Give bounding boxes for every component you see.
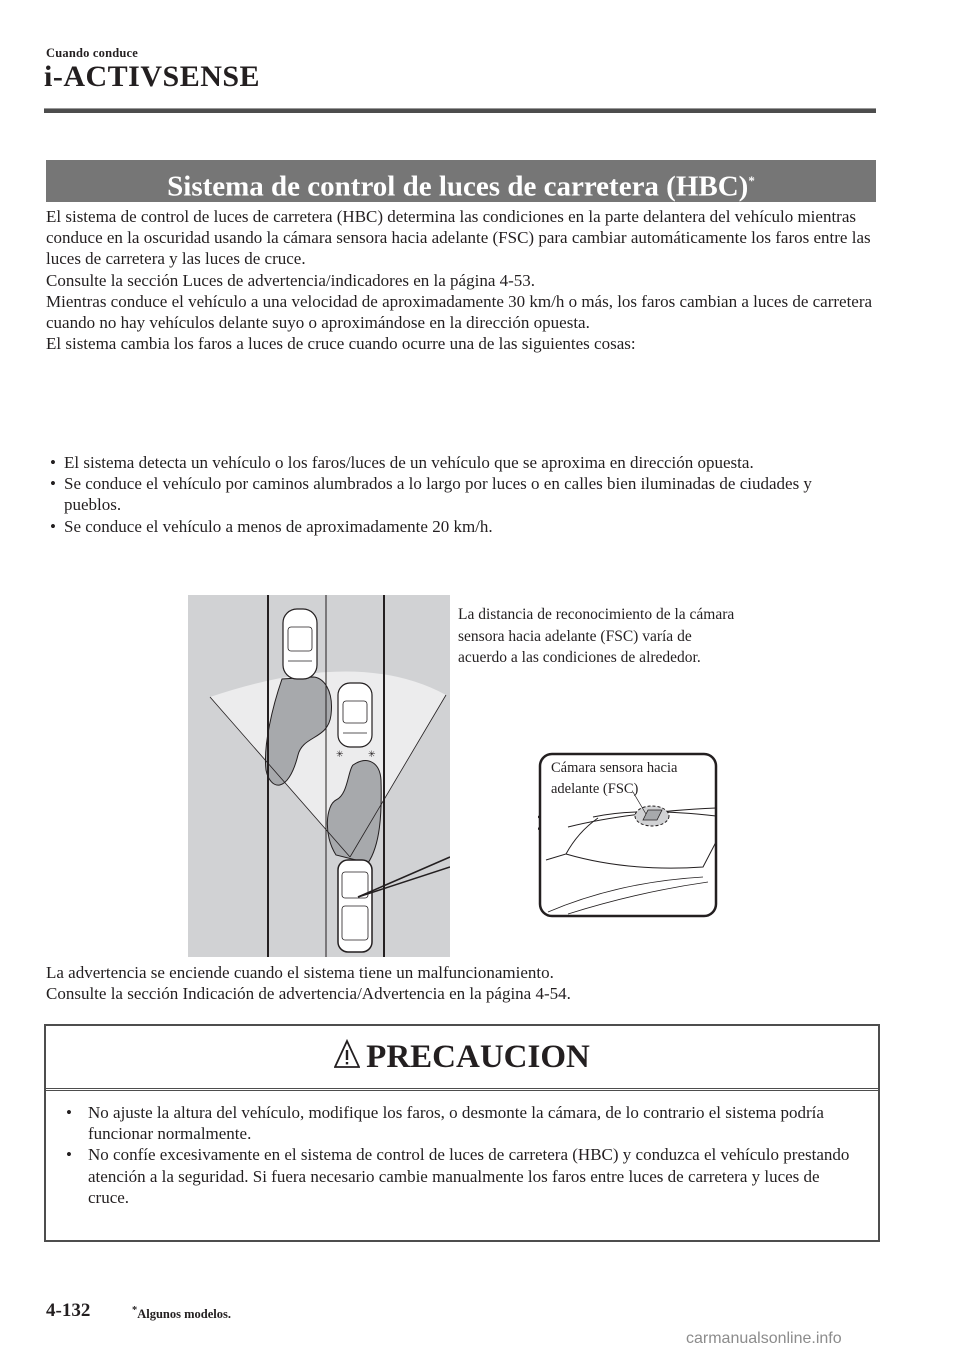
bullet-icon: • [66, 1145, 72, 1165]
list-item: • Se conduce el vehículo a menos de aproximadamente 20 km/h. [50, 516, 493, 536]
section-title-bar [46, 160, 876, 202]
warning-triangle-icon [334, 1028, 360, 1090]
caution-title: PRECAUCION [366, 1039, 590, 1075]
callout-label: Cámara sensora hacia adelante (FSC) [551, 760, 678, 797]
bullet-icon: • [50, 474, 56, 494]
section-label: Cuando conduce [46, 46, 139, 60]
title-footnote-marker: * [748, 173, 755, 188]
caution-box [44, 1024, 880, 1242]
paragraph-conditions: El sistema cambia los faros a luces de cruce cuando ocurre una de las siguientes cosas: [46, 334, 636, 354]
figure-caption: La distancia de reconocimiento de la cámara sensora hacia adelante (FSC) varía de acuerdo a las condiciones de alrededor. [458, 606, 735, 666]
list-item: • El sistema detecta un vehículo o los faros/luces de un vehículo que se aproxima en dirección opuesta. [50, 453, 754, 472]
paragraph-malfunction: La advertencia se enciende cuando el sistema tiene un malfuncionamiento. [46, 963, 554, 982]
paragraph-speed: Mientras conduce el vehículo a una velocidad de aproximadamente 30 km/h o más, los faros cambian a luces de carretera cuando no hay vehículos delante suyo o aproximándose en la dirección opuesta. [46, 291, 873, 333]
paragraph-warning-reference: Consulte la sección Indicación de advertencia/Advertencia en la página 4-54. [46, 984, 571, 1004]
paragraph-intro: El sistema de control de luces de carretera (HBC) determina las condiciones en la parte delantera del vehículo mientras conduce en la oscuridad usando la cámara sensora hacia adelante (FSC) para cambiar automáticamente los faros entre las luces de carretera y las luces de cruce. [46, 207, 871, 269]
road-diagram [188, 595, 450, 957]
list-item: • No confíe excesivamente en el sistema de control de luces de carretera (HBC) y conduzca el vehículo prestando atención a la seguridad. Si fuera necesario cambie manualmente los faros entre luces de carretera y luces de cruce. [66, 1145, 850, 1207]
svg-text:✳: ✳ [368, 749, 376, 759]
paragraph-reference: Consulte la sección Luces de advertencia/indicadores en la página 4-53. [46, 270, 536, 290]
list-item: • Se conduce el vehículo por caminos alumbrados a lo largo por luces o en calles bien iluminadas de ciudades y pueblos. [50, 474, 812, 515]
svg-text:✳: ✳ [336, 749, 344, 759]
footnote: *Algunos modelos. [132, 1305, 231, 1322]
warning-text [46, 962, 882, 1004]
body-text [46, 206, 882, 354]
bullet-icon: • [50, 516, 56, 536]
header-rule [44, 108, 876, 113]
condition-list [50, 452, 870, 537]
chapter-title: i-ACTIVSENSE [44, 60, 261, 93]
watermark: carmanualsonline.info [686, 1330, 842, 1347]
caution-header [46, 1026, 878, 1091]
oncoming-car-icon [283, 609, 317, 679]
section-title: Sistema de control de luces de carretera (HBC) [167, 170, 749, 203]
list-item: • No ajuste la altura del vehículo, modifique los faros, o desmonte la cámara, de lo contrario el sistema podría funcionar normalmente. [66, 1103, 824, 1144]
caution-list [60, 1102, 860, 1208]
bullet-icon: • [66, 1103, 72, 1122]
page-number: 4-132 [46, 1300, 91, 1321]
own-car-icon [338, 860, 372, 952]
bullet-icon: • [50, 453, 56, 472]
